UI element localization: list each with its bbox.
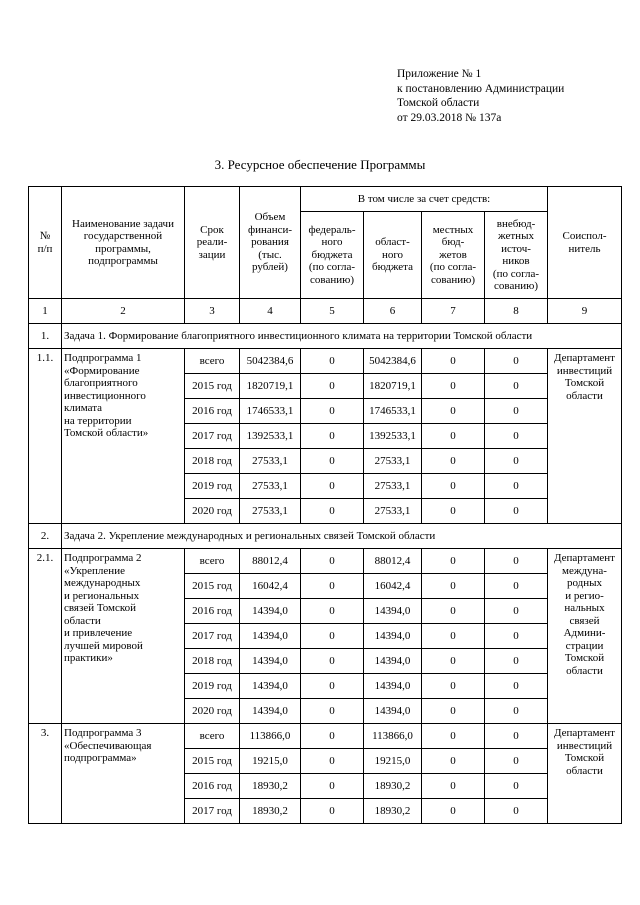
period: всего: [185, 549, 240, 574]
federal-budget: 0: [301, 374, 364, 399]
local-budget: 0: [422, 624, 485, 649]
task-text: Задача 2. Укрепление международных и региональных связей Томской области: [62, 524, 622, 549]
col-header-executor: Соиспол- нитель: [548, 187, 622, 299]
local-budget: 0: [422, 724, 485, 749]
financing-total: 113866,0: [240, 724, 301, 749]
col-number: 6: [364, 299, 422, 324]
task-row: [29, 324, 622, 349]
financing-total: 27533,1: [240, 499, 301, 524]
period: 2020 год: [185, 499, 240, 524]
col-number: 1: [29, 299, 62, 324]
regional-budget: 18930,2: [364, 774, 422, 799]
extra-budget: 0: [485, 449, 548, 474]
regional-budget: 14394,0: [364, 624, 422, 649]
financing-total: 14394,0: [240, 649, 301, 674]
federal-budget: 0: [301, 799, 364, 824]
period: 2018 год: [185, 449, 240, 474]
federal-budget: 0: [301, 774, 364, 799]
financing-total: 16042,4: [240, 574, 301, 599]
extra-budget: 0: [485, 349, 548, 374]
regional-budget: 1746533,1: [364, 399, 422, 424]
period: всего: [185, 349, 240, 374]
regional-budget: 113866,0: [364, 724, 422, 749]
extra-budget: 0: [485, 624, 548, 649]
regional-budget: 27533,1: [364, 499, 422, 524]
regional-budget: 27533,1: [364, 474, 422, 499]
financing-total: 5042384,6: [240, 349, 301, 374]
federal-budget: 0: [301, 749, 364, 774]
local-budget: 0: [422, 699, 485, 724]
header-line-appendix: Приложение № 1: [397, 68, 482, 80]
period: 2020 год: [185, 699, 240, 724]
period: 2018 год: [185, 649, 240, 674]
period: 2017 год: [185, 624, 240, 649]
subprogram-executor: Департамент инвестиций Томской области: [548, 724, 622, 824]
federal-budget: 0: [301, 424, 364, 449]
header-line-resolution: к постановлению Администрации: [397, 82, 565, 95]
regional-budget: 18930,2: [364, 799, 422, 824]
subprogram-row: [29, 549, 622, 574]
section-title: 3. Ресурсное обеспечение Программы: [214, 157, 426, 172]
col-header-term: Срок реали- зации: [185, 187, 240, 299]
regional-budget: 14394,0: [364, 649, 422, 674]
extra-budget: 0: [485, 699, 548, 724]
document-header: [397, 67, 564, 125]
subprogram-executor: Департамент инвестиций Томской области: [548, 349, 622, 524]
period: 2017 год: [185, 424, 240, 449]
subprogram-name: Подпрограмма 2 «Укрепление международных и региональных связей Томской области и привлечение лучшей мировой практики»: [62, 549, 185, 724]
col-header-num: № п/п: [29, 187, 62, 299]
local-budget: 0: [422, 499, 485, 524]
federal-budget: 0: [301, 724, 364, 749]
subprogram-row: [29, 349, 622, 374]
extra-budget: 0: [485, 599, 548, 624]
financing-total: 27533,1: [240, 449, 301, 474]
federal-budget: 0: [301, 349, 364, 374]
local-budget: 0: [422, 749, 485, 774]
task-row: [29, 524, 622, 549]
subprogram-number: 3.: [29, 724, 62, 824]
period: 2016 год: [185, 399, 240, 424]
financing-total: 14394,0: [240, 599, 301, 624]
local-budget: 0: [422, 574, 485, 599]
local-budget: 0: [422, 374, 485, 399]
financing-total: 18930,2: [240, 774, 301, 799]
subprogram-row: [29, 724, 622, 749]
financing-total: 19215,0: [240, 749, 301, 774]
task-number: 1.: [29, 324, 62, 349]
financing-total: 1392533,1: [240, 424, 301, 449]
financing-total: 88012,4: [240, 549, 301, 574]
period: 2015 год: [185, 749, 240, 774]
federal-budget: 0: [301, 474, 364, 499]
task-text: Задача 1. Формирование благоприятного инвестиционного климата на территории Томской области: [62, 324, 622, 349]
financing-total: 14394,0: [240, 699, 301, 724]
regional-budget: 14394,0: [364, 599, 422, 624]
extra-budget: 0: [485, 674, 548, 699]
period: 2017 год: [185, 799, 240, 824]
col-number: 8: [485, 299, 548, 324]
extra-budget: 0: [485, 399, 548, 424]
col-number: 7: [422, 299, 485, 324]
period: 2016 год: [185, 599, 240, 624]
federal-budget: 0: [301, 674, 364, 699]
col-number: 3: [185, 299, 240, 324]
extra-budget: 0: [485, 499, 548, 524]
federal-budget: 0: [301, 599, 364, 624]
regional-budget: 19215,0: [364, 749, 422, 774]
federal-budget: 0: [301, 574, 364, 599]
period: 2015 год: [185, 374, 240, 399]
col-header-regional: област- ного бюджета: [364, 212, 422, 299]
col-header-federal: федераль- ного бюджета (по согла- сованию): [301, 212, 364, 299]
col-number: 5: [301, 299, 364, 324]
col-number: 4: [240, 299, 301, 324]
regional-budget: 27533,1: [364, 449, 422, 474]
federal-budget: 0: [301, 699, 364, 724]
extra-budget: 0: [485, 424, 548, 449]
col-number: 9: [548, 299, 622, 324]
local-budget: 0: [422, 674, 485, 699]
subprogram-name: Подпрограмма 3 «Обеспечивающая подпрограмма»: [62, 724, 185, 824]
local-budget: 0: [422, 449, 485, 474]
header-line-region: Томской области: [397, 97, 480, 109]
extra-budget: 0: [485, 374, 548, 399]
period: 2019 год: [185, 474, 240, 499]
period: 2015 год: [185, 574, 240, 599]
header-line-date: от 29.03.2018 № 137а: [397, 111, 502, 124]
local-budget: 0: [422, 474, 485, 499]
local-budget: 0: [422, 774, 485, 799]
subprogram-name: Подпрограмма 1 «Формирование благоприятного инвестиционного климата на территории Томской области»: [62, 349, 185, 524]
financing-total: 14394,0: [240, 674, 301, 699]
local-budget: 0: [422, 799, 485, 824]
regional-budget: 16042,4: [364, 574, 422, 599]
regional-budget: 14394,0: [364, 674, 422, 699]
local-budget: 0: [422, 549, 485, 574]
local-budget: 0: [422, 649, 485, 674]
subprogram-number: 2.1.: [29, 549, 62, 724]
financing-total: 14394,0: [240, 624, 301, 649]
local-budget: 0: [422, 599, 485, 624]
federal-budget: 0: [301, 549, 364, 574]
regional-budget: 5042384,6: [364, 349, 422, 374]
period: 2016 год: [185, 774, 240, 799]
col-header-group: В том числе за счет средств:: [301, 187, 548, 212]
extra-budget: 0: [485, 474, 548, 499]
federal-budget: 0: [301, 449, 364, 474]
period: 2019 год: [185, 674, 240, 699]
regional-budget: 1820719,1: [364, 374, 422, 399]
extra-budget: 0: [485, 549, 548, 574]
resource-table: [28, 186, 622, 824]
financing-total: 1746533,1: [240, 399, 301, 424]
regional-budget: 14394,0: [364, 699, 422, 724]
table-header-row: [29, 187, 622, 212]
financing-total: 27533,1: [240, 474, 301, 499]
financing-total: 18930,2: [240, 799, 301, 824]
task-number: 2.: [29, 524, 62, 549]
federal-budget: 0: [301, 499, 364, 524]
regional-budget: 88012,4: [364, 549, 422, 574]
extra-budget: 0: [485, 799, 548, 824]
local-budget: 0: [422, 399, 485, 424]
col-number: 2: [62, 299, 185, 324]
extra-budget: 0: [485, 574, 548, 599]
federal-budget: 0: [301, 624, 364, 649]
col-header-name: Наименование задачи государственной программы, подпрограммы: [62, 187, 185, 299]
extra-budget: 0: [485, 649, 548, 674]
column-numbers-row: [29, 299, 622, 324]
period: всего: [185, 724, 240, 749]
federal-budget: 0: [301, 399, 364, 424]
regional-budget: 1392533,1: [364, 424, 422, 449]
subprogram-executor: Департамент междуна- родных и регио- нальных связей Админи- страции Томской области: [548, 549, 622, 724]
financing-total: 1820719,1: [240, 374, 301, 399]
extra-budget: 0: [485, 724, 548, 749]
local-budget: 0: [422, 424, 485, 449]
col-header-volume: Объем финанси- рования (тыс. рублей): [240, 187, 301, 299]
col-header-local: местных бюд- жетов (по согла- сованию): [422, 212, 485, 299]
federal-budget: 0: [301, 649, 364, 674]
subprogram-number: 1.1.: [29, 349, 62, 524]
extra-budget: 0: [485, 749, 548, 774]
extra-budget: 0: [485, 774, 548, 799]
col-header-extra: внебюд- жетных источ- ников (по согла- сованию): [485, 212, 548, 299]
local-budget: 0: [422, 349, 485, 374]
